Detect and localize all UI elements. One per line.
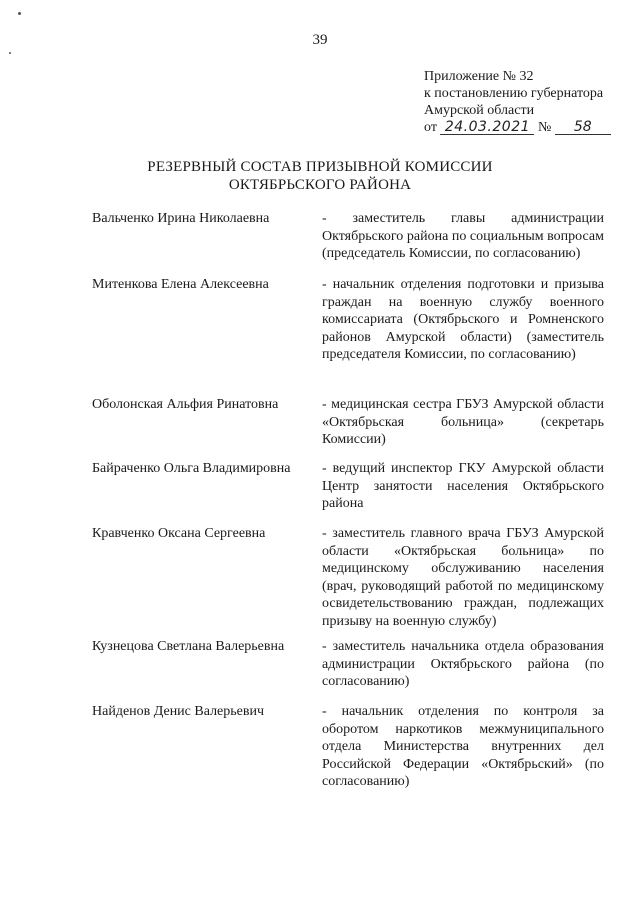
member-role: - заместитель главы администрации Октябрьского района по социальным вопросам (председатель Комиссии, по согласованию) [322, 211, 604, 262]
member-role: - медицинская сестра ГБУЗ Амурской области «Октябрьская больница» (секретарь Комиссии) [322, 397, 604, 448]
appendix-reference: к постановлению губернатора [424, 86, 604, 101]
date-prefix: от [424, 120, 437, 135]
member-role: - начальник отделения по контроля за оборотом наркотиков межмуниципального отдела Министерства внутренних дел Российской Федерации «Октябрьский» (по согласованию) [322, 704, 604, 790]
page-number: 39 [312, 32, 328, 48]
document-title [0, 158, 640, 194]
handwritten-date: 24.03.2021 [440, 120, 534, 135]
appendix-region: Амурской области [424, 103, 535, 118]
member-name: Кравченко Оксана Сергеевна [92, 526, 266, 541]
member-name: Байраченко Ольга Владимировна [92, 461, 291, 476]
member-name: Вальченко Ирина Николаевна [92, 211, 270, 226]
member-name: Оболонская Альфия Ринатовна [92, 397, 279, 412]
member-role: - заместитель главного врача ГБУЗ Амурской области «Октябрьская больница» по медицинскому обслуживанию населения (врач, руководящий работой по медицинскому освидетельствованию граждан, подлежащих призыву на военную службу) [322, 526, 604, 629]
appendix-title: Приложение № 32 [424, 69, 534, 84]
number-prefix: № [537, 120, 552, 135]
scan-speck [9, 52, 11, 54]
member-role: - ведущий инспектор ГКУ Амурской области Центр занятости населения Октябрьского района [322, 461, 604, 512]
member-role: - заместитель начальника отдела образования администрации Октябрьского района (по согласованию) [322, 639, 604, 690]
handwritten-number: 58 [555, 120, 611, 135]
scan-speck [18, 12, 21, 15]
appendix-block [424, 68, 629, 136]
member-name: Найденов Денис Валерьевич [92, 704, 265, 719]
appendix-date-line [424, 119, 629, 136]
member-name: Митенкова Елена Алексеевна [92, 277, 269, 292]
member-role: - начальник отделения подготовки и призыва граждан на военную службу военного комиссариата (Октябрьского и Ромненского районов Амурской области) (заместитель председателя Комиссии, по согласованию) [322, 277, 604, 363]
title-line-2: ОКТЯБРЬСКОГО РАЙОНА [228, 177, 412, 193]
title-line-1: РЕЗЕРВНЫЙ СОСТАВ ПРИЗЫВНОЙ КОМИССИИ [147, 159, 493, 175]
member-name: Кузнецова Светлана Валерьевна [92, 639, 285, 654]
